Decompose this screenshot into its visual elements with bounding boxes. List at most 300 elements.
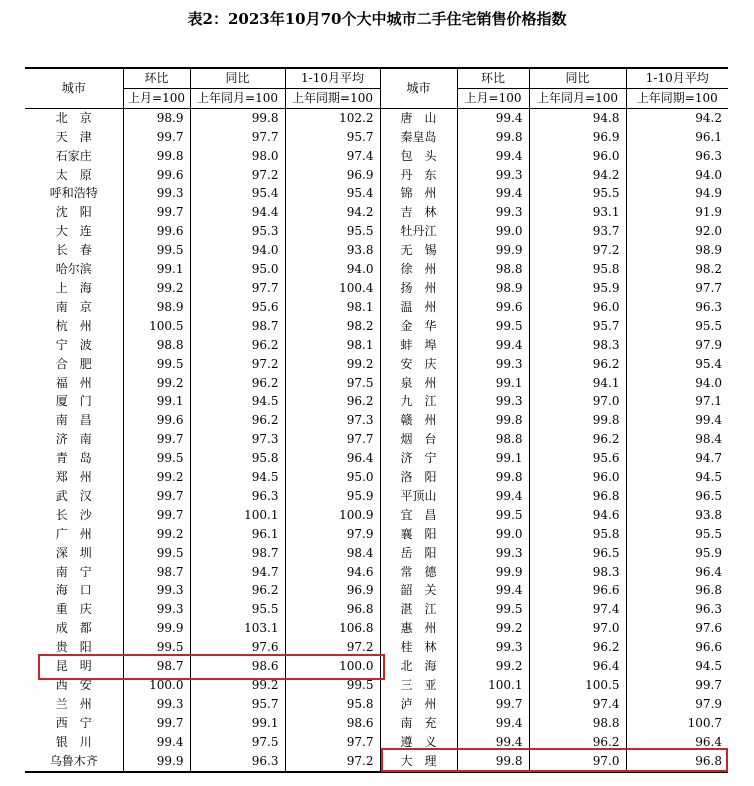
right-avg-cell: 91.9	[695, 205, 722, 220]
left-yoy-cell: 99.8	[190, 108, 285, 127]
right-city-cell: 扬 州	[380, 279, 457, 298]
left-yoy-cell: 96.2	[190, 581, 285, 600]
right-mom-cell: 99.5	[457, 506, 529, 525]
left-mom-cell: 99.5	[123, 355, 190, 374]
left-yoy-cell: 96.2	[190, 336, 285, 355]
right-yoy-cell: 97.4	[529, 600, 626, 619]
right-city-cell: 九 江	[380, 392, 457, 411]
right-yoy-cell: 95.7	[529, 317, 626, 336]
right-avg-cell: 96.3	[695, 148, 722, 163]
left-yoy-cell: 96.2	[190, 374, 285, 393]
yoy-header-left: 同比	[190, 68, 285, 88]
right-yoy-cell: 98.3	[529, 336, 626, 355]
right-city-cell: 南 充	[380, 714, 457, 733]
left-yoy-cell: 98.6	[190, 657, 285, 676]
table-row	[25, 506, 728, 525]
left-mom-cell: 99.6	[123, 411, 190, 430]
left-city-cell: 重 庆	[25, 600, 123, 619]
table-row	[25, 600, 728, 619]
left-city-cell: 西 安	[25, 676, 123, 695]
right-city-cell: 大 理	[380, 752, 457, 772]
city-header-left: 城市	[25, 68, 123, 108]
left-city-cell: 济 南	[25, 430, 123, 449]
left-mom-cell: 99.1	[123, 260, 190, 279]
right-city-cell: 三 亚	[380, 676, 457, 695]
table-body	[25, 108, 728, 771]
table-row	[25, 298, 728, 317]
left-yoy-cell: 95.0	[190, 260, 285, 279]
table-row	[25, 487, 728, 506]
right-mom-cell: 99.3	[457, 638, 529, 657]
left-mom-cell: 98.9	[123, 298, 190, 317]
table-title: 表2：2023年10月70个大中城市二手住宅销售价格指数	[187, 10, 567, 28]
left-city-cell: 杭 州	[25, 317, 123, 336]
left-mom-cell: 99.5	[123, 449, 190, 468]
right-avg-cell: 95.5	[695, 318, 722, 333]
right-yoy-cell: 96.4	[529, 657, 626, 676]
left-avg-cell: 97.3	[285, 411, 380, 430]
right-yoy-cell: 93.1	[529, 203, 626, 222]
left-city-cell: 贵 阳	[25, 638, 123, 657]
right-avg-cell: 93.8	[695, 507, 722, 522]
right-avg-cell: 95.5	[695, 526, 722, 541]
table-row	[25, 544, 728, 563]
left-city-cell: 西 宁	[25, 714, 123, 733]
left-yoy-cell: 96.1	[190, 525, 285, 544]
left-mom-cell: 99.2	[123, 374, 190, 393]
right-mom-cell: 99.1	[457, 449, 529, 468]
left-avg-cell: 98.1	[285, 298, 380, 317]
right-city-cell: 赣 州	[380, 411, 457, 430]
right-yoy-cell: 95.5	[529, 184, 626, 203]
left-city-cell: 石家庄	[25, 147, 123, 166]
right-yoy-cell: 96.2	[529, 733, 626, 752]
right-city-cell: 包 头	[380, 147, 457, 166]
left-avg-cell: 97.9	[285, 525, 380, 544]
left-mom-cell: 98.7	[123, 563, 190, 582]
right-yoy-cell: 94.8	[529, 108, 626, 127]
left-mom-cell: 99.2	[123, 279, 190, 298]
table-row	[25, 525, 728, 544]
left-yoy-cell: 95.5	[190, 600, 285, 619]
left-city-cell: 南 京	[25, 298, 123, 317]
right-mom-cell: 99.4	[457, 184, 529, 203]
left-city-cell: 福 州	[25, 374, 123, 393]
right-city-cell: 蚌 埠	[380, 336, 457, 355]
right-city-cell: 惠 州	[380, 619, 457, 638]
right-mom-cell: 99.9	[457, 241, 529, 260]
left-avg-cell: 95.9	[285, 487, 380, 506]
table-row	[25, 241, 728, 260]
left-yoy-cell: 94.5	[190, 392, 285, 411]
right-mom-cell: 99.3	[457, 544, 529, 563]
right-avg-cell: 100.7	[687, 715, 722, 730]
right-avg-cell: 97.9	[695, 696, 722, 711]
avg-header-left: 1-10月平均	[285, 68, 380, 88]
city-header-right: 城市	[380, 68, 457, 108]
right-avg-cell: 96.3	[695, 299, 722, 314]
left-city-cell: 哈尔滨	[25, 260, 123, 279]
left-mom-cell: 99.7	[123, 487, 190, 506]
table-row	[25, 411, 728, 430]
right-avg-cell: 96.6	[695, 640, 722, 655]
right-yoy-cell: 96.5	[529, 544, 626, 563]
right-city-cell: 遵 义	[380, 733, 457, 752]
right-city-cell: 泉 州	[380, 374, 457, 393]
left-yoy-cell: 98.7	[190, 317, 285, 336]
left-mom-cell: 99.6	[123, 166, 190, 185]
left-yoy-cell: 95.3	[190, 222, 285, 241]
left-city-cell: 深 圳	[25, 544, 123, 563]
left-avg-cell: 98.6	[285, 714, 380, 733]
left-avg-cell: 95.4	[285, 184, 380, 203]
left-mom-cell: 99.7	[123, 714, 190, 733]
right-city-cell: 温 州	[380, 298, 457, 317]
left-avg-cell: 95.5	[285, 222, 380, 241]
left-avg-cell: 95.7	[285, 128, 380, 147]
left-avg-cell: 97.7	[285, 733, 380, 752]
table-row	[25, 752, 728, 772]
right-mom-cell: 99.8	[457, 752, 529, 772]
left-avg-cell: 99.2	[285, 355, 380, 374]
left-yoy-cell: 95.6	[190, 298, 285, 317]
table-row	[25, 147, 728, 166]
left-avg-cell: 94.0	[285, 260, 380, 279]
left-city-cell: 青 岛	[25, 449, 123, 468]
left-avg-cell: 99.5	[285, 676, 380, 695]
right-yoy-cell: 97.2	[529, 241, 626, 260]
table-row	[25, 260, 728, 279]
right-yoy-cell: 96.0	[529, 147, 626, 166]
left-avg-cell: 96.4	[285, 449, 380, 468]
right-mom-cell: 99.3	[457, 355, 529, 374]
left-yoy-cell: 94.5	[190, 468, 285, 487]
right-mom-cell: 99.8	[457, 128, 529, 147]
right-yoy-cell: 96.0	[529, 468, 626, 487]
right-mom-cell: 99.3	[457, 392, 529, 411]
right-yoy-cell: 95.6	[529, 449, 626, 468]
left-city-cell: 兰 州	[25, 695, 123, 714]
left-mom-cell: 99.9	[123, 619, 190, 638]
left-mom-cell: 99.9	[123, 752, 190, 772]
right-mom-cell: 99.5	[457, 317, 529, 336]
right-city-cell: 无 锡	[380, 241, 457, 260]
right-city-cell: 唐 山	[380, 108, 457, 127]
left-yoy-cell: 97.6	[190, 638, 285, 657]
left-mom-cell: 99.5	[123, 638, 190, 657]
table-row	[25, 449, 728, 468]
right-avg-cell: 96.5	[695, 488, 722, 503]
right-avg-cell: 96.4	[695, 734, 722, 749]
left-mom-cell: 99.7	[123, 506, 190, 525]
left-avg-cell: 97.2	[285, 638, 380, 657]
right-yoy-cell: 96.2	[529, 430, 626, 449]
right-avg-cell: 94.5	[695, 659, 722, 674]
right-mom-cell: 99.5	[457, 600, 529, 619]
right-mom-cell: 99.0	[457, 525, 529, 544]
right-city-cell: 济 宁	[380, 449, 457, 468]
table-row	[25, 184, 728, 203]
left-city-cell: 太 原	[25, 166, 123, 185]
left-avg-cell: 96.9	[285, 166, 380, 185]
left-yoy-cell: 98.7	[190, 544, 285, 563]
left-yoy-cell: 97.3	[190, 430, 285, 449]
price-index-table	[25, 67, 728, 773]
right-city-cell: 丹 东	[380, 166, 457, 185]
table-row	[25, 563, 728, 582]
table-row	[25, 203, 728, 222]
yoy-header-right: 同比	[529, 68, 626, 88]
right-city-cell: 宜 昌	[380, 506, 457, 525]
mom-base-right: 上月=100	[457, 88, 529, 108]
right-yoy-cell: 96.2	[529, 355, 626, 374]
left-city-cell: 南 昌	[25, 411, 123, 430]
yoy-base-left: 上年同月=100	[190, 88, 285, 108]
right-avg-cell: 98.4	[695, 432, 722, 447]
left-yoy-cell: 96.3	[190, 752, 285, 772]
left-avg-cell: 100.0	[285, 657, 380, 676]
right-city-cell: 湛 江	[380, 600, 457, 619]
table-row	[25, 355, 728, 374]
right-yoy-cell: 96.2	[529, 638, 626, 657]
right-avg-cell: 94.0	[695, 167, 722, 182]
right-mom-cell: 99.4	[457, 147, 529, 166]
table-row	[25, 676, 728, 695]
left-avg-cell: 97.4	[285, 147, 380, 166]
left-city-cell: 银 川	[25, 733, 123, 752]
left-city-cell: 乌鲁木齐	[25, 752, 123, 772]
right-yoy-cell: 100.5	[529, 676, 626, 695]
left-city-cell: 天 津	[25, 128, 123, 147]
right-mom-cell: 99.4	[457, 487, 529, 506]
right-avg-cell: 96.1	[695, 129, 722, 144]
left-yoy-cell: 95.8	[190, 449, 285, 468]
left-mom-cell: 99.3	[123, 600, 190, 619]
right-mom-cell: 99.8	[457, 411, 529, 430]
left-city-cell: 合 肥	[25, 355, 123, 374]
table-row	[25, 108, 728, 127]
right-yoy-cell: 98.3	[529, 563, 626, 582]
right-avg-cell: 96.3	[695, 602, 722, 617]
left-mom-cell: 100.0	[123, 676, 190, 695]
left-city-cell: 成 都	[25, 619, 123, 638]
table-row	[25, 430, 728, 449]
mom-header-right: 环比	[457, 68, 529, 88]
left-mom-cell: 99.3	[123, 695, 190, 714]
right-city-cell: 韶 关	[380, 581, 457, 600]
right-avg-cell: 95.9	[695, 545, 722, 560]
table-row	[25, 222, 728, 241]
right-mom-cell: 99.4	[457, 336, 529, 355]
left-yoy-cell: 99.1	[190, 714, 285, 733]
right-mom-cell: 99.6	[457, 298, 529, 317]
right-yoy-cell: 95.8	[529, 525, 626, 544]
right-city-cell: 牡丹江	[380, 222, 457, 241]
table-row	[25, 392, 728, 411]
mom-base-left: 上月=100	[123, 88, 190, 108]
right-city-cell: 平顶山	[380, 487, 457, 506]
left-mom-cell: 99.7	[123, 128, 190, 147]
right-avg-cell: 95.4	[695, 356, 722, 371]
avg-header-right: 1-10月平均	[626, 68, 728, 88]
left-mom-cell: 99.6	[123, 222, 190, 241]
left-city-cell: 沈 阳	[25, 203, 123, 222]
left-mom-cell: 99.5	[123, 544, 190, 563]
right-city-cell: 泸 州	[380, 695, 457, 714]
right-yoy-cell: 96.6	[529, 581, 626, 600]
left-avg-cell: 94.6	[285, 563, 380, 582]
right-mom-cell: 99.1	[457, 374, 529, 393]
left-yoy-cell: 95.7	[190, 695, 285, 714]
right-mom-cell: 99.7	[457, 695, 529, 714]
right-yoy-cell: 97.0	[529, 619, 626, 638]
left-avg-cell: 95.0	[285, 468, 380, 487]
table-row	[25, 695, 728, 714]
table-row	[25, 714, 728, 733]
right-mom-cell: 99.2	[457, 657, 529, 676]
left-avg-cell: 97.5	[285, 374, 380, 393]
left-avg-cell: 98.4	[285, 544, 380, 563]
left-mom-cell: 98.8	[123, 336, 190, 355]
right-mom-cell: 100.1	[457, 676, 529, 695]
table-row	[25, 374, 728, 393]
right-mom-cell: 99.4	[457, 714, 529, 733]
left-mom-cell: 99.2	[123, 525, 190, 544]
left-avg-cell: 93.8	[285, 241, 380, 260]
right-city-cell: 北 海	[380, 657, 457, 676]
left-city-cell: 郑 州	[25, 468, 123, 487]
table-row	[25, 733, 728, 752]
left-mom-cell: 99.1	[123, 392, 190, 411]
table-row	[25, 279, 728, 298]
right-city-cell: 徐 州	[380, 260, 457, 279]
right-yoy-cell: 94.6	[529, 506, 626, 525]
left-city-cell: 呼和浩特	[25, 184, 123, 203]
right-yoy-cell: 95.9	[529, 279, 626, 298]
right-avg-cell: 96.8	[626, 752, 728, 772]
right-city-cell: 岳 阳	[380, 544, 457, 563]
right-city-cell: 桂 林	[380, 638, 457, 657]
table-row	[25, 336, 728, 355]
right-avg-cell: 97.6	[695, 621, 722, 636]
right-avg-cell: 99.7	[695, 678, 722, 692]
right-avg-cell: 94.7	[695, 451, 722, 466]
left-mom-cell: 99.5	[123, 241, 190, 260]
right-mom-cell: 99.9	[457, 563, 529, 582]
right-avg-cell: 98.9	[695, 243, 722, 258]
left-mom-cell: 99.3	[123, 581, 190, 600]
left-mom-cell: 98.7	[123, 657, 190, 676]
left-yoy-cell: 98.0	[190, 147, 285, 166]
right-yoy-cell: 96.8	[529, 487, 626, 506]
left-yoy-cell: 97.7	[190, 128, 285, 147]
left-city-cell: 南 宁	[25, 563, 123, 582]
left-avg-cell: 97.2	[285, 752, 380, 772]
right-mom-cell: 99.4	[457, 108, 529, 127]
right-city-cell: 锦 州	[380, 184, 457, 203]
mom-header-left: 环比	[123, 68, 190, 88]
right-yoy-cell: 96.9	[529, 128, 626, 147]
left-city-cell: 武 汉	[25, 487, 123, 506]
left-avg-cell: 96.9	[285, 581, 380, 600]
table-row	[25, 638, 728, 657]
right-mom-cell: 98.8	[457, 260, 529, 279]
right-city-cell: 吉 林	[380, 203, 457, 222]
left-yoy-cell: 94.0	[190, 241, 285, 260]
left-city-cell: 长 春	[25, 241, 123, 260]
left-yoy-cell: 95.4	[190, 184, 285, 203]
right-mom-cell: 99.3	[457, 203, 529, 222]
right-city-cell: 烟 台	[380, 430, 457, 449]
left-avg-cell: 98.2	[285, 317, 380, 336]
table-row	[25, 657, 728, 676]
left-yoy-cell: 97.5	[190, 733, 285, 752]
right-mom-cell: 99.4	[457, 733, 529, 752]
left-avg-cell: 100.9	[285, 506, 380, 525]
left-city-cell: 上 海	[25, 279, 123, 298]
right-yoy-cell: 94.2	[529, 166, 626, 185]
right-city-cell: 金 华	[380, 317, 457, 336]
table-row	[25, 317, 728, 336]
right-city-cell: 襄 阳	[380, 525, 457, 544]
left-avg-cell: 97.7	[285, 430, 380, 449]
table-row	[25, 619, 728, 638]
right-yoy-cell: 99.8	[529, 411, 626, 430]
left-mom-cell: 98.9	[123, 108, 190, 127]
left-mom-cell: 99.7	[123, 203, 190, 222]
left-avg-cell: 106.8	[285, 619, 380, 638]
left-avg-cell: 96.2	[285, 392, 380, 411]
right-avg-cell: 98.2	[695, 262, 722, 277]
right-avg-cell: 96.8	[695, 583, 722, 598]
left-city-cell: 厦 门	[25, 392, 123, 411]
right-mom-cell: 99.4	[457, 581, 529, 600]
left-yoy-cell: 97.2	[190, 166, 285, 185]
left-yoy-cell: 97.7	[190, 279, 285, 298]
left-city-cell: 昆 明	[25, 657, 123, 676]
left-yoy-cell: 97.2	[190, 355, 285, 374]
avg-base-left: 上年同期=100	[285, 88, 380, 108]
left-avg-cell: 100.4	[285, 279, 380, 298]
left-city-cell: 长 沙	[25, 506, 123, 525]
left-avg-cell: 96.8	[285, 600, 380, 619]
left-yoy-cell: 96.2	[190, 411, 285, 430]
left-city-cell: 海 口	[25, 581, 123, 600]
right-avg-cell: 94.5	[695, 470, 722, 485]
right-city-cell: 洛 阳	[380, 468, 457, 487]
table-row	[25, 128, 728, 147]
left-city-cell: 宁 波	[25, 336, 123, 355]
right-avg-cell: 97.7	[695, 280, 722, 295]
right-yoy-cell: 97.0	[529, 752, 626, 772]
left-mom-cell: 100.5	[123, 317, 190, 336]
right-yoy-cell: 97.4	[529, 695, 626, 714]
left-mom-cell: 99.2	[123, 468, 190, 487]
right-mom-cell: 99.0	[457, 222, 529, 241]
right-avg-cell: 94.9	[695, 186, 722, 201]
left-yoy-cell: 100.1	[190, 506, 285, 525]
left-city-cell: 大 连	[25, 222, 123, 241]
table-row	[25, 468, 728, 487]
right-city-cell: 常 德	[380, 563, 457, 582]
right-yoy-cell: 94.1	[529, 374, 626, 393]
left-avg-cell: 95.8	[285, 695, 380, 714]
left-yoy-cell: 96.3	[190, 487, 285, 506]
right-avg-cell: 97.9	[695, 337, 722, 352]
right-yoy-cell: 97.0	[529, 392, 626, 411]
right-mom-cell: 98.8	[457, 430, 529, 449]
left-yoy-cell: 94.4	[190, 203, 285, 222]
